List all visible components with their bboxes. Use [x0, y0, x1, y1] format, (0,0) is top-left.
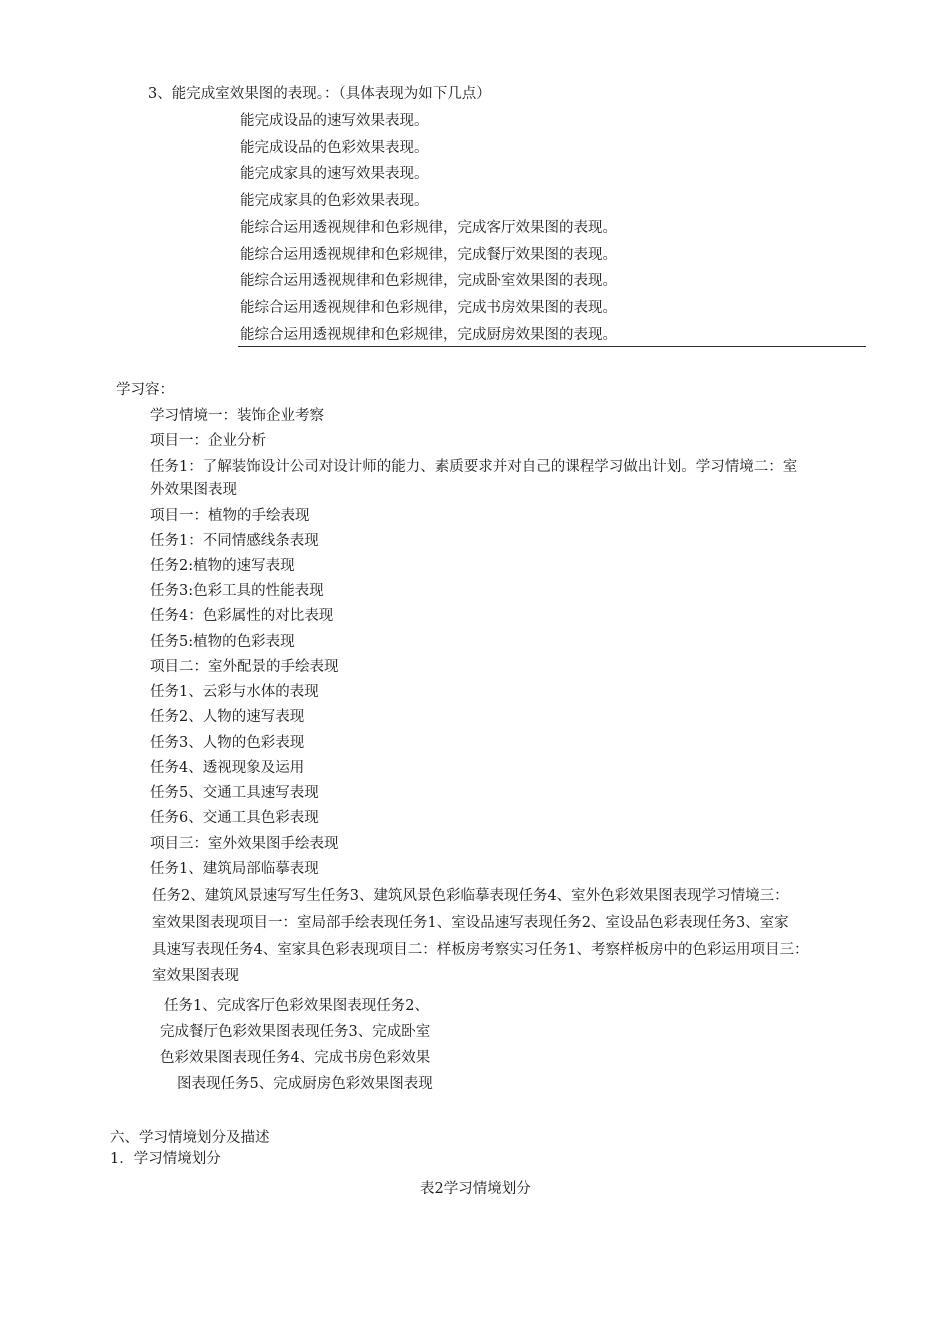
content-paragraph-line: 具速写表现任务4、室家具色彩表现项目二：样板房考察实习任务1、考察样板房中的色彩运用项目三： [152, 942, 809, 958]
section-heading: 六、学习情境划分及描述 [110, 1130, 270, 1146]
content-line: 任务1：了解装饰设计公司对设计师的能力、素质要求并对自己的课程学习做出计划。学习情境二：室 [150, 459, 798, 475]
goal3-item: 能完成家具的速写效果表现。 [240, 166, 429, 182]
goal3-item: 能完成设品的速写效果表现。 [240, 113, 429, 129]
divider-line [238, 346, 866, 347]
content-paragraph-line: 任务2、建筑风景速写写生任务3、建筑风景色彩临摹表现任务4、室外色彩效果图表现学习情境三： [152, 888, 789, 904]
content-line: 任务1、云彩与水体的表现 [150, 684, 319, 700]
content-line: 项目一：企业分析 [150, 433, 266, 449]
content-paragraph-line: 室效果图表现项目一：室局部手绘表现任务1、室设品速写表现任务2、室设品色彩表现任务3、室家 [152, 915, 789, 931]
table-caption: 表2学习情境划分 [420, 1181, 531, 1197]
content-line: 学习情境一：装饰企业考察 [150, 408, 324, 424]
goal3-item: 能完成设品的色彩效果表现。 [240, 140, 429, 156]
content-line: 任务4、透视现象及运用 [150, 760, 305, 776]
goal3-item: 能综合运用透视规律和色彩规律，完成书房效果图的表现。 [240, 300, 617, 316]
content-line: 任务5:植物的色彩表现 [150, 634, 295, 650]
content-line: 项目一：植物的手绘表现 [150, 508, 310, 524]
content-line: 项目二：室外配景的手绘表现 [150, 659, 339, 675]
section-subheading: 1．学习情境划分 [110, 1151, 221, 1167]
content-paragraph-line: 室效果图表现 [152, 968, 239, 984]
content-indented-line: 完成餐厅色彩效果图表现任务3、完成卧室 [160, 1024, 431, 1040]
goal3-item: 能综合运用透视规律和色彩规律，完成餐厅效果图的表现。 [240, 247, 617, 263]
goal3-heading: 3、能完成室效果图的表现。：（具体表现为如下几点） [148, 86, 491, 102]
content-line: 任务2、人物的速写表现 [150, 709, 305, 725]
content-indented-line: 任务1、完成客厅色彩效果图表现任务2、 [164, 998, 429, 1014]
content-line: 任务1、建筑局部临摹表现 [150, 861, 319, 877]
content-line: 任务4：色彩属性的对比表现 [150, 608, 334, 624]
content-line: 任务3:色彩工具的性能表现 [150, 583, 324, 599]
content-line: 任务2:植物的速写表现 [150, 558, 295, 574]
content-line: 任务6、交通工具色彩表现 [150, 810, 319, 826]
goal3-item: 能综合运用透视规律和色彩规律，完成客厅效果图的表现。 [240, 220, 617, 236]
content-line: 任务3、人物的色彩表现 [150, 735, 305, 751]
content-line: 外效果图表现 [150, 482, 237, 498]
content-title: 学习容： [116, 382, 174, 398]
goal3-item: 能综合运用透视规律和色彩规律，完成厨房效果图的表现。 [240, 327, 617, 343]
content-indented-line: 图表现任务5、完成厨房色彩效果图表现 [177, 1076, 433, 1092]
content-line: 任务1：不同情感线条表现 [150, 533, 319, 549]
goal3-item: 能完成家具的色彩效果表现。 [240, 193, 429, 209]
content-line: 项目三：室外效果图手绘表现 [150, 836, 339, 852]
content-indented-line: 色彩效果图表现任务4、完成书房色彩效果 [160, 1050, 431, 1066]
goal3-item: 能综合运用透视规律和色彩规律，完成卧室效果图的表现。 [240, 273, 617, 289]
content-line: 任务5、交通工具速写表现 [150, 785, 319, 801]
